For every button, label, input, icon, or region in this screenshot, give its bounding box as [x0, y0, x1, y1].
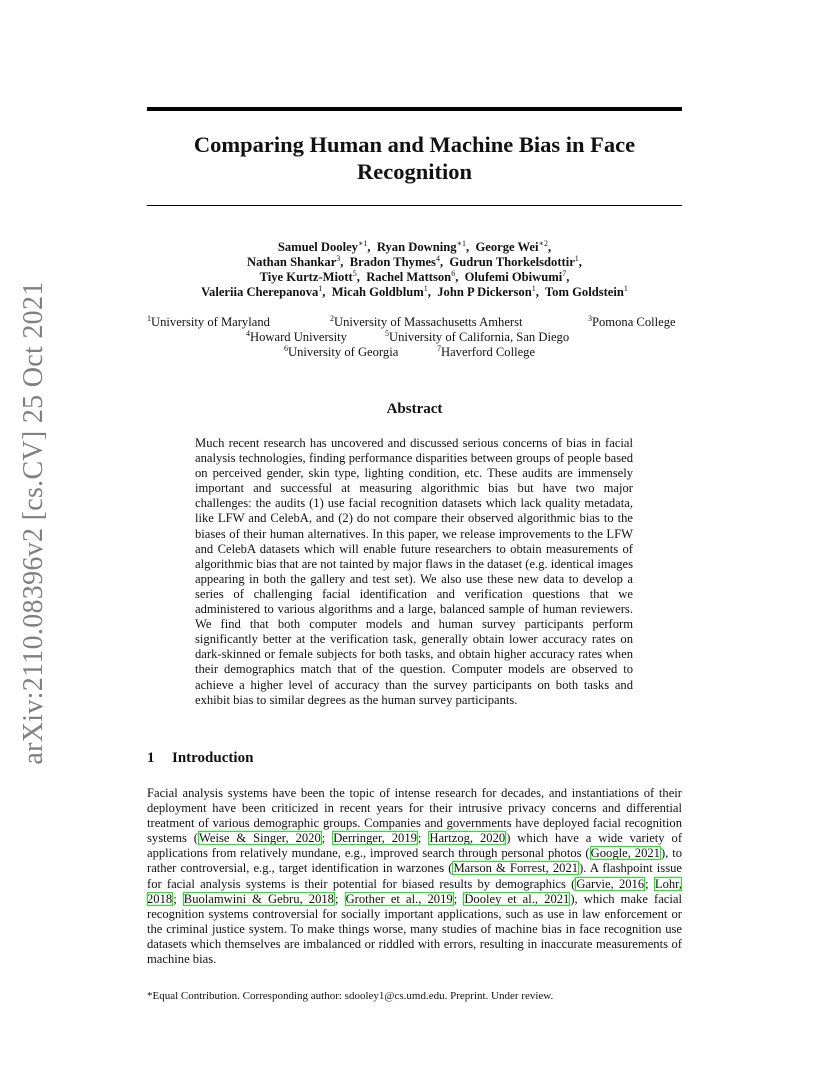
- author-name: Rachel Mattson$^6$: [366, 268, 456, 284]
- arxiv-identifier-text: arXiv:2110.08396v2 [cs.CV] 25 Oct 2021: [18, 281, 49, 765]
- section-heading: [147, 750, 253, 767]
- paragraph-text: ;: [645, 876, 654, 891]
- citation-link[interactable]: Derringer, 2019: [333, 831, 417, 846]
- affiliation-item: $^7$ Haverford College: [437, 343, 536, 359]
- paragraph-text: ;: [417, 831, 429, 846]
- author-name: Nathan Shankar$^3$: [247, 253, 341, 269]
- affiliation-item: $^5$ University of California, San Diego: [385, 328, 570, 344]
- author-line: Nathan Shankar$^3$, Bradon Thymes$^4$, Gudrun Thorkelsdottir$^1$,: [247, 253, 582, 269]
- author-list: [147, 240, 682, 300]
- paragraph-text: ) which have a wide variety of applications from relatively mundane, e.g., improved search through personal photos (: [147, 831, 683, 861]
- affiliation-item: $^1$ University of Maryland: [147, 313, 270, 329]
- affiliation-line: [147, 330, 682, 345]
- section-number: 1: [147, 750, 155, 766]
- affiliation-item: $^6$ University of Georgia: [284, 343, 399, 359]
- paragraph-text: ;: [334, 891, 345, 906]
- abstract-heading: Abstract: [386, 401, 443, 417]
- author-name: Gudrun Thorkelsdottir$^1$: [449, 253, 579, 269]
- author-line: Samuel Dooley$^{∗1}$, Ryan Downing$^{∗1}$, George Wei$^{∗2}$,: [277, 238, 552, 254]
- author-name: George Wei$^{∗2}$: [475, 238, 548, 254]
- author-name: Ryan Downing$^{∗1}$: [376, 238, 466, 254]
- affiliation-item: $^2$ University of Massachusetts Amherst: [330, 313, 523, 329]
- paper-title: Comparing Human and Machine Bias in Face Recognition: [193, 132, 636, 184]
- paragraph-text: ;: [453, 891, 464, 906]
- citation-link[interactable]: Buolamwini & Gebru, 2018: [183, 891, 334, 906]
- introduction-paragraph: [147, 786, 682, 967]
- paragraph-text: ). A flashpoint issue for facial analysis systems is their potential for biased results by demographics (: [147, 861, 682, 891]
- affiliation-item: $^3$ Pomona College: [588, 313, 676, 329]
- affiliation-list: [147, 315, 682, 360]
- title-bottom-rule: [147, 205, 682, 206]
- citation-link[interactable]: Hartzog, 2020: [429, 831, 506, 846]
- footnote: *Equal Contribution. Corresponding author: sdooley1@cs.umd.edu. Preprint. Under review.: [147, 990, 554, 1002]
- author-name: Tom Goldstein$^1$: [544, 283, 628, 299]
- arxiv-identifier-sidebar: [14, 281, 54, 765]
- author-name: Samuel Dooley$^{∗1}$: [277, 238, 368, 254]
- citation-link[interactable]: Marson & Forrest, 2021: [453, 861, 579, 876]
- affiliation-item: $^4$ Howard University: [246, 328, 347, 344]
- author-line: Valeriia Cherepanova$^1$, Micah Goldblum$^1$, John P Dickerson$^1$, Tom Goldstein$^1$: [201, 283, 628, 299]
- citation-link[interactable]: Dooley et al., 2021: [464, 891, 570, 906]
- affiliation-line: [147, 315, 682, 330]
- author-name: John P Dickerson$^1$: [437, 283, 536, 299]
- abstract-text: Much recent research has uncovered and discussed serious concerns of bias in facial analysis technologies, finding performance disparities between groups of people based on perceived gender, skin type, lighting condition, etc. These audits are immensely important and successful at measuring algorithmic bias but have two major challenges: the audits (1) use facial recognition datasets which lack quality metadata, like LFW and CelebA, and (2) do not compare their observed algorithmic bias to the biases of their human alternatives. In this paper, we release improvements to the LFW and CelebA datasets which will enable future researchers to obtain measurements of algorithmic bias that are not tainted by major flaws in the dataset (e.g. identical images appearing in both the gallery and test set). We also use these new data to develop a series of challenging facial identification and verification questions that we administered to various algorithms and a large, balanced sample of human reviewers. We find that both computer models and human survey participants perform significantly better at the verification task, generally obtain lower accuracy rates on dark-skinned or female subjects for both tasks, and obtain higher accuracy rates when their demographics match that of the question. Computer models are observed to achieve a higher level of accuracy than the survey participants on both tasks and exhibit bias to similar degrees as the human survey participants.: [195, 436, 633, 707]
- author-name: Micah Goldblum$^1$: [331, 283, 428, 299]
- author-name: Tiye Kurtz-Miott$^5$: [259, 268, 357, 284]
- paragraph-text: ), which make facial recognition systems controversial for socially important applications, such as use in law enforcement or the criminal justice system. To make things worse, many studies of machine bias in face recognition use datasets which themselves are imbalanced or riddled with errors, resulting in inaccurate measurements of machine bias.: [147, 891, 682, 967]
- citation-link[interactable]: Garvie, 2016: [576, 876, 645, 891]
- author-name: Valeriia Cherepanova$^1$: [201, 283, 323, 299]
- paragraph-text: Facial analysis systems have been the topic of intense research for decades, and instantiations of their deployment have been criticized in recent years for their intrusive privacy concerns and differential treatment of various demographic groups. Companies and governments have deployed facial recognition systems (: [147, 786, 682, 846]
- citation-link[interactable]: Lohr, 2018: [147, 876, 682, 906]
- paragraph-text: ;: [321, 831, 333, 846]
- paragraph-text: ;: [173, 891, 183, 906]
- author-name: Olufemi Obiwumi$^7$: [464, 268, 567, 284]
- citation-link[interactable]: Grother et al., 2019: [345, 891, 453, 906]
- title-top-rule: [147, 107, 682, 111]
- affiliation-line: [147, 345, 682, 360]
- section-title-text: Introduction: [172, 750, 254, 766]
- author-name: Bradon Thymes$^4$: [349, 253, 440, 269]
- author-line: Tiye Kurtz-Miott$^5$, Rachel Mattson$^6$, Olufemi Obiwumi$^7$,: [259, 268, 570, 284]
- paragraph-text: ), to rather controversial, e.g., target identification in warzones (: [147, 846, 683, 876]
- citation-link[interactable]: Weise & Singer, 2020: [199, 831, 321, 846]
- citation-link[interactable]: Google, 2021: [590, 846, 660, 861]
